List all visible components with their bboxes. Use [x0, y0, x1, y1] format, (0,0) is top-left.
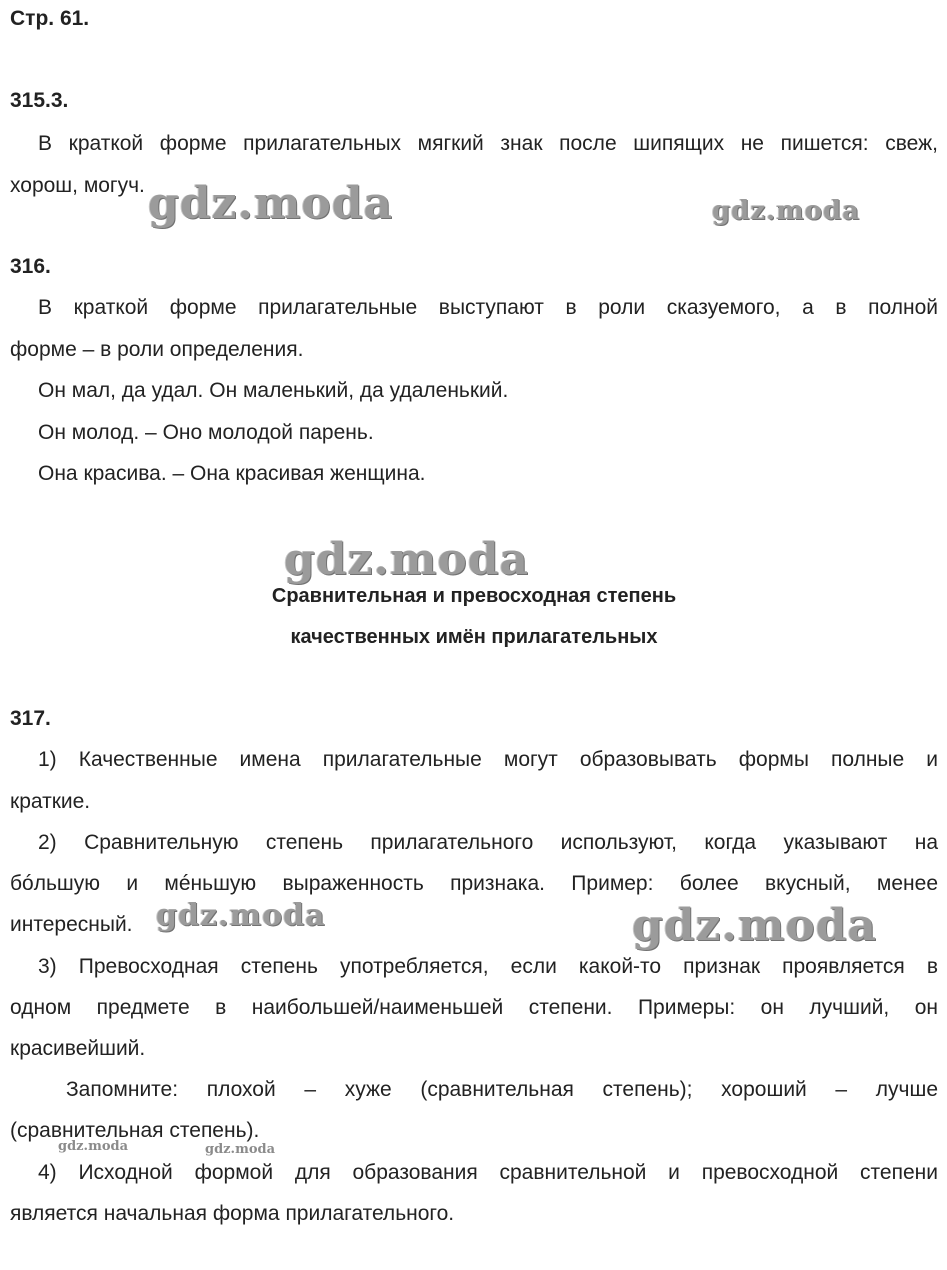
section-title-line-1: Сравнительная и превосходная степень [271, 585, 677, 607]
exercise-317-p3-line-2: одном предмете в наибольшей/наименьшей степени. Примеры: он лучший, он [10, 996, 938, 1019]
exercise-316-text-line-2: форме – в роли определения. [10, 338, 304, 361]
exercise-317-p2-line-1: 2) Сравнительную степень прилагательного используют, когда указывают на [38, 831, 938, 854]
watermark-logo: gdz.moda [712, 196, 861, 226]
exercise-317-p4-line-2: является начальная форма прилагательного. [10, 1202, 455, 1225]
watermark-logo: gdz.moda [148, 178, 394, 229]
exercise-317-note-line-2: (сравнительная степень). [10, 1119, 260, 1142]
exercise-316-example-3: Она красива. – Она красивая женщина. [38, 462, 426, 485]
exercise-315-3-text-line-2: хорош, могуч. [10, 174, 145, 197]
exercise-317-p3-line-1: 3) Превосходная степень употребляется, если какой-то признак проявляется в [38, 955, 938, 978]
exercise-number-317: 317. [10, 707, 51, 730]
exercise-315-3-text-line-1: В краткой форме прилагательных мягкий знак после шипящих не пишется: свеж, [38, 132, 938, 155]
section-title-line-2: качественных имён прилагательных [290, 626, 658, 648]
watermark-logo: gdz.moda [632, 900, 878, 951]
exercise-316-example-2: Он молод. – Оно молодой парень. [38, 421, 374, 444]
exercise-number-315-3: 315.3. [10, 89, 69, 112]
exercise-number-316: 316. [10, 255, 51, 278]
exercise-317-p1-line-2: краткие. [10, 790, 91, 813]
exercise-317-p2-line-2: бóльшую и мéньшую выраженность признака. Пример: более вкусный, менее [10, 872, 938, 895]
exercise-317-note-line-1: Запомните: плохой – хуже (сравнительная степень); хороший – лучше [66, 1078, 938, 1101]
watermark-logo: gdz.moda [205, 1142, 276, 1157]
exercise-316-text-line-1: В краткой форме прилагательные выступают в роли сказуемого, а в полной [38, 296, 938, 319]
watermark-logo: gdz.moda [156, 898, 326, 933]
watermark-logo: gdz.moda [284, 534, 530, 585]
page-number: Стр. 61. [10, 7, 90, 30]
exercise-316-example-1: Он мал, да удал. Он маленький, да удаленький. [38, 379, 509, 402]
exercise-317-p3-line-3: красивейший. [10, 1037, 146, 1060]
exercise-317-p2-line-3: интересный. [10, 913, 133, 936]
exercise-317-p1-line-1: 1) Качественные имена прилагательные могут образовывать формы полные и [38, 748, 938, 771]
watermark-logo: gdz.moda [58, 1139, 129, 1154]
exercise-317-p4-line-1: 4) Исходной формой для образования сравнительной и превосходной степени [38, 1161, 938, 1184]
